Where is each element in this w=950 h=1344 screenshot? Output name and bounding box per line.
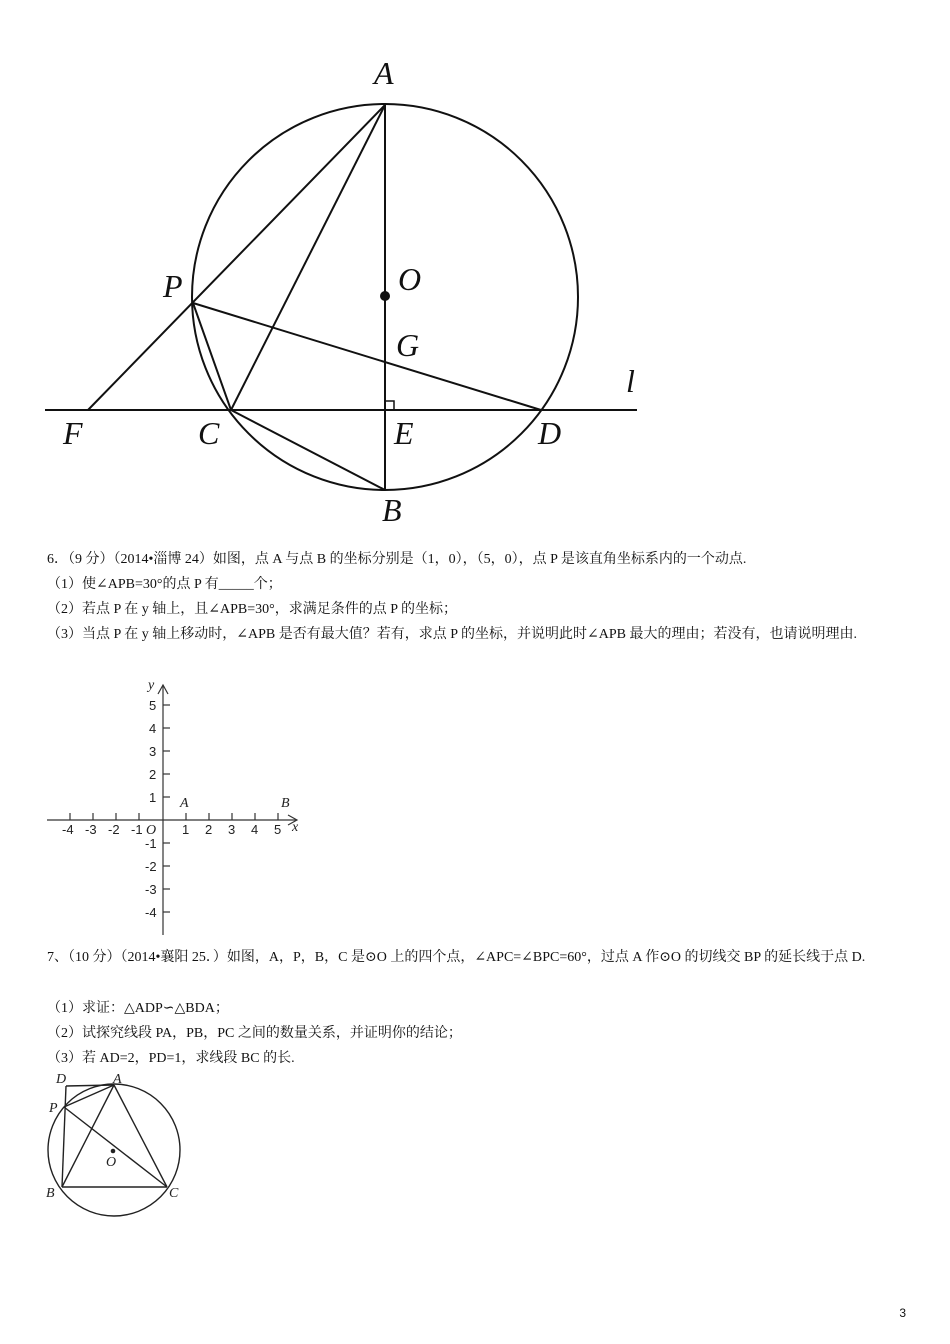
problem7-stem: 7、（10 分）（2014•襄阳 25．）如图，A，P，B，C 是⊙O 上的四个点，∠APC=∠BPC=60°，过点 A 作⊙O 的切线交 BP 的延长线于点 D. bbox=[47, 950, 866, 965]
problem7-q2: （2）试探究线段 PA，PB，PC 之间的数量关系，并证明你的结论； bbox=[47, 1026, 462, 1041]
problem6-q3: （3）当点 P 在 y 轴上移动时，∠APB 是否有最大值？若有，求点 P 的坐标，并说明此时∠APB 最大的理由；若没有，也请说明理由. bbox=[47, 627, 857, 642]
y-tick-minus-2: -2 bbox=[145, 859, 157, 874]
fig3-label-c: C bbox=[169, 1186, 179, 1201]
page-number: 3 bbox=[899, 1306, 906, 1320]
label-l: l bbox=[626, 363, 635, 399]
y-tick-3: 3 bbox=[149, 744, 157, 759]
y-tick-5: 5 bbox=[149, 698, 157, 713]
label-e: E bbox=[394, 415, 414, 451]
fig3-label-a: A bbox=[113, 1072, 122, 1087]
center-point-o-small bbox=[111, 1149, 116, 1154]
segment-db bbox=[62, 1086, 66, 1187]
segment-da bbox=[66, 1085, 114, 1086]
y-tick-minus-3: -3 bbox=[145, 882, 157, 897]
x-tick-5: 5 bbox=[274, 822, 282, 837]
segment-ac bbox=[114, 1085, 167, 1187]
label-d: D bbox=[538, 415, 562, 451]
x-tick-minus-4: -4 bbox=[62, 822, 74, 837]
y-tick-4: 4 bbox=[149, 721, 157, 736]
problem7-q3: （3）若 AD=2，PD=1，求线段 BC 的长. bbox=[47, 1051, 295, 1066]
label-p: P bbox=[163, 268, 183, 304]
label-g: G bbox=[396, 327, 420, 363]
x-tick-minus-1: -1 bbox=[131, 822, 143, 837]
fig3-label-o: O bbox=[106, 1155, 117, 1170]
label-a: A bbox=[374, 55, 394, 91]
x-tick-3: 3 bbox=[228, 822, 236, 837]
segment-pc bbox=[64, 1107, 167, 1187]
fig3-label-b: B bbox=[46, 1186, 55, 1201]
y-tick-minus-4: -4 bbox=[145, 905, 157, 920]
y-axis-label: y bbox=[148, 678, 155, 693]
x-tick-minus-2: -2 bbox=[108, 822, 120, 837]
label-f: F bbox=[63, 415, 83, 451]
problem7-q1: （1）求证：△ADP∽△BDA； bbox=[47, 1001, 229, 1016]
point-b-label: B bbox=[281, 796, 290, 811]
problem6-q2: （2）若点 P 在 y 轴上，且∠APB=30°，求满足条件的点 P 的坐标； bbox=[47, 602, 457, 617]
x-axis-label: x bbox=[292, 820, 299, 835]
label-o: O bbox=[398, 261, 422, 297]
fig3-label-d: D bbox=[56, 1072, 67, 1087]
x-tick-4: 4 bbox=[251, 822, 259, 837]
label-b: B bbox=[382, 492, 402, 528]
x-tick-minus-3: -3 bbox=[85, 822, 97, 837]
origin-label: O bbox=[146, 823, 157, 838]
problem6-stem: 6．（9 分）（2014•淄博 24）如图，点 A 与点 B 的坐标分别是（1，0），（5，0），点 P 是该直角坐标系内的一个动点. bbox=[47, 552, 747, 567]
y-tick-2: 2 bbox=[149, 767, 157, 782]
label-c: C bbox=[198, 415, 220, 451]
y-tick-1: 1 bbox=[149, 790, 157, 805]
x-tick-2: 2 bbox=[205, 822, 213, 837]
problem6-q1: （1）使∠APB=30°的点 P 有_____个； bbox=[47, 577, 282, 592]
x-tick-1: 1 bbox=[182, 822, 190, 837]
fig3-label-p: P bbox=[49, 1101, 58, 1116]
y-tick-minus-1: -1 bbox=[145, 836, 157, 851]
point-a-label: A bbox=[180, 796, 189, 811]
